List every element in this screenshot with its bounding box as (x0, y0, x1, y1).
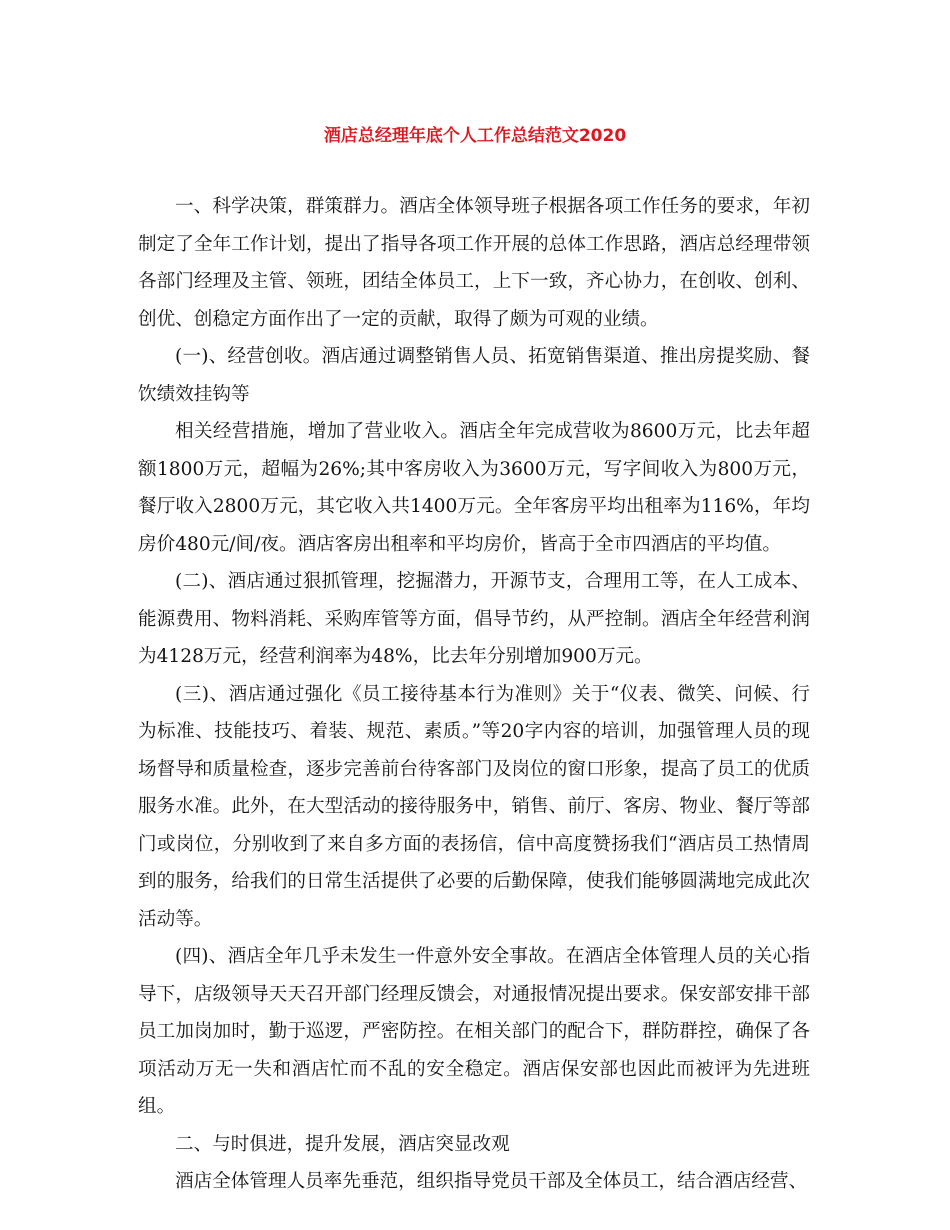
paragraph-section-two-heading: 二、与时俱进，提升发展，酒店突显改观 (175, 1133, 510, 1155)
paragraph-safety: (四)、酒店全年几乎未发生一件意外安全事故。在酒店全体管理人员的关心指导下，店级领导天天召开部门经理反馈会，对通报情况提出要求。保安部安排干部员工加岗加时，勤于巡逻，严密防控。在相关部门的配合下，群防群控，确保了各项活动万无一失和酒店忙而不乱的安全稳定。酒店保安部也因此而被评为先进班组。 (138, 946, 810, 1117)
paragraph-revenue-intro: (一)、经营创收。酒店通过调整销售人员、拓宽销售渠道、推出房提奖励、餐饮绩效挂钩等 (138, 346, 810, 405)
document-body (138, 188, 810, 1201)
paragraph-service-training: (三)、酒店通过强化《员工接待基本行为准则》关于“仪表、微笑、问候、行为标准、技能技巧、着装、规范、素质。”等20字内容的培训，加强管理人员的现场督导和质量检查，逐步完善前台待客部门及岗位的窗口形象，提高了员工的优质服务水准。此外，在大型活动的接待服务中，销售、前厅、客房、物业、餐厅等部门或岗位，分别收到了来自多方面的表扬信，信中高度赞扬我们“酒店员工热情周到的服务，给我们的日常生活提供了必要的后勤保障，使我们能够圆满地完成此次活动等。 (138, 683, 810, 930)
document-title: 酒店总经理年底个人工作总结范文2020 (323, 126, 627, 146)
paragraph-cost-control: (二)、酒店通过狠抓管理，挖掘潜力，开源节支，合理用工等，在人工成本、能源费用、物料消耗、采购库管等方面，倡导节约，从严控制。酒店全年经营利润为4128万元，经营利润率为48%，比去年分别增加900万元。 (138, 571, 810, 667)
paragraph-revenue-figures: 相关经营措施，增加了营业收入。酒店全年完成营收为8600万元，比去年超额1800万元，超幅为26%;其中客房收入为3600万元，写字间收入为800万元，餐厅收入2800万元，其它收入共1400万元。全年客房平均出租率为116%，年均房价480元/间/夜。酒店客房出租率和平均房价，皆高于全市四酒店的平均值。 (138, 421, 810, 555)
paragraph-section-two-body: 酒店全体管理人员率先垂范，组织指导党员干部及全体员工，结合酒店经营、 (175, 1171, 808, 1192)
paragraph-decision: 一、科学决策，群策群力。酒店全体领导班子根据各项工作任务的要求，年初制定了全年工作计划，提出了指导各项工作开展的总体工作思路，酒店总经理带领各部门经理及主管、领班，团结全体员工，上下一致，齐心协力，在创收、创利、创优、创稳定方面作出了一定的贡献，取得了颇为可观的业绩。 (138, 196, 810, 330)
